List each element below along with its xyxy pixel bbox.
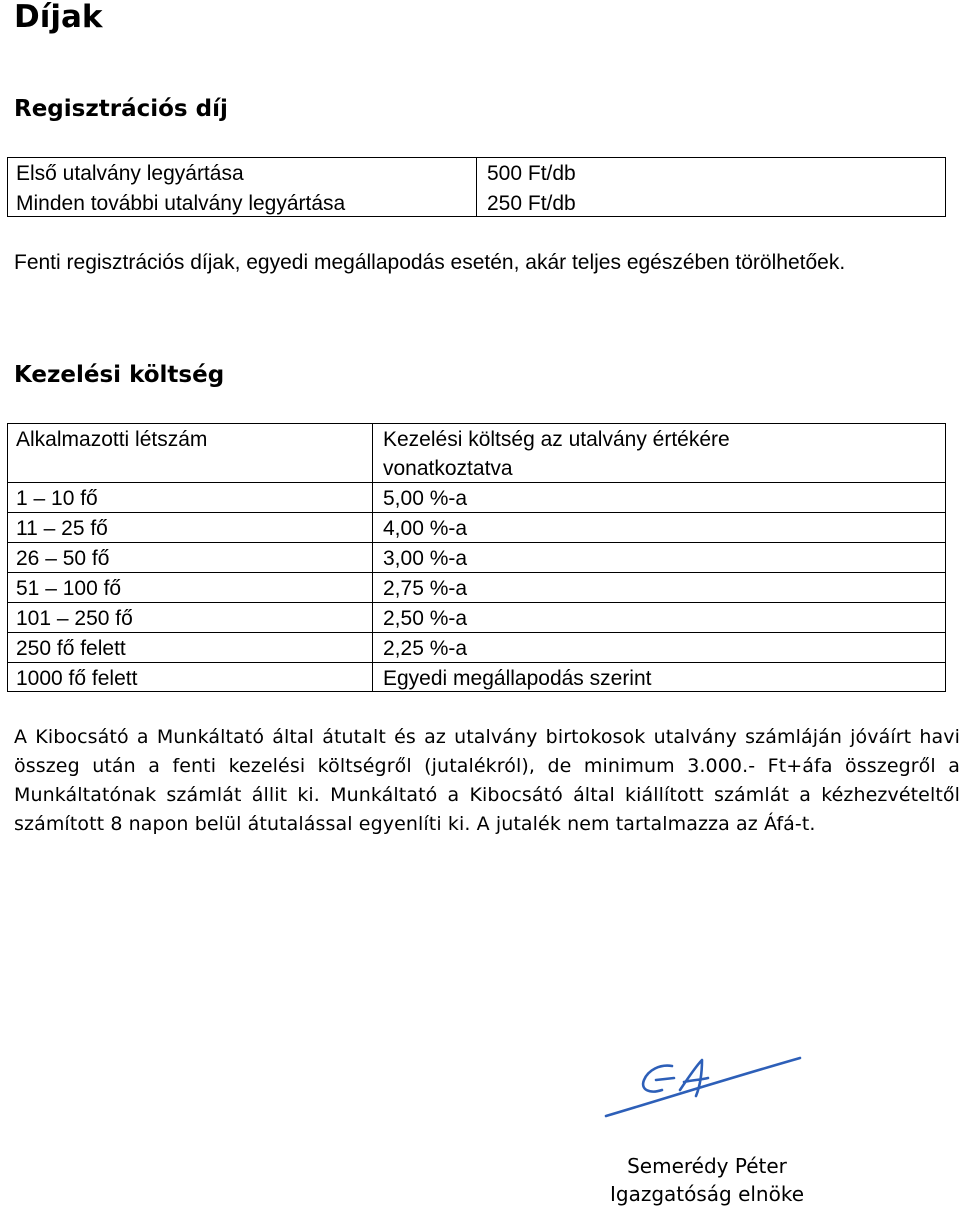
header-fee-line2: vonatkoztatva	[383, 457, 513, 480]
row-fee: 2,50 %-a	[383, 607, 468, 630]
column-divider	[372, 424, 373, 691]
header-headcount: Alkalmazotti létszám	[16, 428, 208, 451]
row-range: 1000 fő felett	[16, 667, 138, 690]
fee-row-label: Első utalvány legyártása	[16, 162, 244, 185]
row-fee: 2,25 %-a	[383, 637, 468, 660]
row-fee: 4,00 %-a	[383, 517, 468, 540]
row-fee: 2,75 %-a	[383, 577, 468, 600]
signer-role: Igazgatóság elnöke	[609, 1182, 805, 1206]
header-fee-line1: Kezelési költség az utalvány értékére	[383, 428, 730, 451]
row-divider	[8, 662, 945, 663]
row-fee: 5,00 %-a	[383, 487, 468, 510]
row-range: 51 – 100 fő	[16, 577, 122, 600]
row-divider	[8, 542, 945, 543]
handwritten-signature	[600, 1050, 810, 1130]
handling-cost-table	[7, 423, 946, 692]
row-fee: Egyedi megállapodás szerint	[383, 667, 652, 690]
fee-row-label: Minden további utalvány legyártása	[16, 192, 346, 215]
fee-row-price: 500 Ft/db	[487, 162, 576, 185]
row-divider	[8, 572, 945, 573]
row-fee: 3,00 %-a	[383, 547, 468, 570]
billing-paragraph: A Kibocsátó a Munkáltató által átutalt és az utalvány birtokosok utalvány számláján jóváírt havi összeg után a fenti kezelési költségről (jutalékról), de minimum 3.000.- Ft+áfa összegről a Munkáltatónak számlát állit ki. Munkáltató a Kibocsátó által kiállított számlát a kézhezvételtől számított 8 napon belül átutalással egyenlíti ki. A jutalék nem tartalmazza az Áfá-t.	[14, 726, 960, 835]
row-range: 11 – 25 fő	[16, 517, 108, 540]
row-range: 26 – 50 fő	[16, 547, 110, 570]
row-range: 1 – 10 fő	[16, 487, 98, 510]
signer-name: Semerédy Péter	[627, 1154, 787, 1178]
row-divider	[8, 512, 945, 513]
row-divider	[8, 602, 945, 603]
registration-fee-table	[7, 157, 946, 217]
column-divider	[476, 158, 477, 216]
row-range: 250 fő felett	[16, 637, 126, 660]
registration-note: Fenti regisztrációs díjak, egyedi megállapodás esetén, akár teljes egészében törölhetőek.	[14, 251, 846, 274]
handling-heading: Kezelési költség	[14, 362, 225, 388]
page-title: Díjak	[14, 0, 103, 35]
registration-heading: Regisztrációs díj	[14, 96, 228, 122]
row-range: 101 – 250 fő	[16, 607, 133, 630]
fee-row-price: 250 Ft/db	[487, 192, 576, 215]
row-divider	[8, 632, 945, 633]
